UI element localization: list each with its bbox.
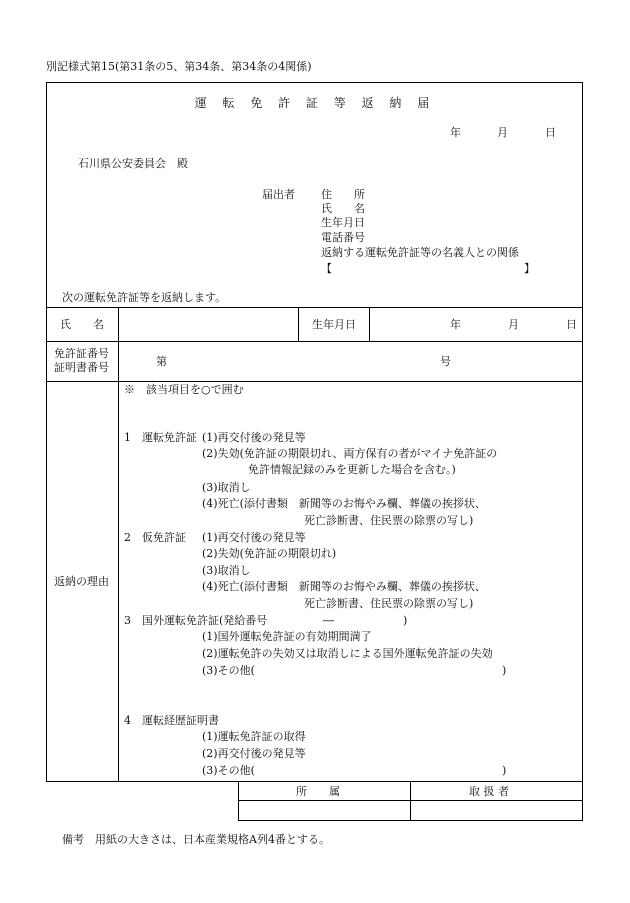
birth-month: 月	[508, 318, 519, 331]
section2-heading: 2 仮免許証	[124, 531, 186, 544]
birth-year: 年	[450, 318, 461, 331]
grid-line	[298, 307, 299, 341]
form-title: 運 転 免 許 証 等 返 納 届	[194, 96, 436, 110]
section4-heading: 4 運転経歴証明書	[124, 714, 219, 727]
return-statement: 次の運転免許証等を返納します。	[62, 291, 227, 304]
grid-line	[46, 381, 583, 382]
section2-item2: (2)失効(免許証の期限切れ)	[202, 547, 337, 560]
date-month: 月	[497, 126, 508, 139]
birthdate-row-label: 生年月日	[312, 318, 356, 331]
form-reference: 別記様式第15(第31条の5、第34条、第34条の4関係)	[46, 60, 312, 73]
grid-line	[369, 307, 370, 341]
remark: 備考 用紙の大きさは、日本産業規格A列4番とする。	[62, 833, 330, 846]
grid-line	[46, 341, 583, 342]
declarant-label: 届出者	[262, 188, 295, 201]
name-row-label: 氏 名	[60, 318, 104, 331]
section4-item3: (3)その他(	[202, 764, 255, 777]
date-year: 年	[450, 126, 461, 139]
grid-line	[46, 307, 583, 308]
declarant-birthdate-label: 生年月日	[321, 216, 365, 229]
section1-item4-cont: 死亡診断書、住民票の除票の写し)	[304, 514, 474, 527]
license-number-label: 免許証番号	[54, 347, 109, 360]
declarant-name-label: 氏 名	[321, 202, 365, 215]
grid-line	[118, 307, 119, 782]
grid-line	[410, 781, 411, 821]
section1-item2: (2)失効(免許証の期限切れ、両方保有の者がマイナ免許証の	[202, 447, 498, 460]
birth-day: 日	[566, 318, 577, 331]
section2-item1: (1)再交付後の発見等	[202, 531, 306, 544]
declarant-relation-label: 返納する運転免許証等の名義人との関係	[321, 246, 519, 259]
reason-note: ※ 該当項目を○で囲む	[124, 383, 244, 396]
license-suffix: 号	[440, 355, 451, 368]
relation-bracket-open: 【	[321, 262, 332, 275]
section1-heading: 1 運転免許証	[124, 431, 197, 444]
section2-item4-cont: 死亡診断書、住民票の除票の写し)	[304, 597, 474, 610]
section4-item2: (2)再交付後の発見等	[202, 747, 306, 760]
section1-item4: (4)死亡(添付書類 新聞等のお悔やみ欄、葬儀の挨拶状、	[202, 497, 486, 510]
section3-item3: (3)その他(	[202, 664, 255, 677]
relation-bracket-close: 】	[524, 262, 535, 275]
reason-label: 返納の理由	[54, 575, 109, 588]
section3-heading: 3 国外運転免許証(発給番号	[124, 614, 268, 627]
dept-label: 所 属	[296, 785, 340, 798]
section3-dash: ―	[323, 614, 334, 627]
certificate-number-label: 証明書番号	[54, 361, 109, 374]
section3-close: )	[403, 614, 408, 627]
handler-label: 取 扱 者	[469, 785, 509, 798]
section1-item2-cont: 免許情報記録のみを更新した場合を含む。)	[248, 463, 456, 476]
section1-item1: (1)再交付後の発見等	[202, 431, 306, 444]
section2-item3: (3)取消し	[202, 564, 251, 577]
section4-item3-close: )	[502, 764, 507, 777]
addressee: 石川県公安委員会 殿	[78, 157, 188, 170]
section2-item4: (4)死亡(添付書類 新聞等のお悔やみ欄、葬儀の挨拶状、	[202, 580, 486, 593]
license-prefix: 第	[156, 355, 167, 368]
section3-item3-close: )	[502, 664, 507, 677]
section3-item2: (2)運転免許の失効又は取消しによる国外運転免許証の失効	[202, 647, 493, 660]
section3-item1: (1)国外運転免許証の有効期間満了	[202, 630, 372, 643]
section1-item3: (3)取消し	[202, 481, 251, 494]
declarant-address-label: 住 所	[321, 188, 365, 201]
declarant-phone-label: 電話番号	[321, 231, 365, 244]
section4-item1: (1)運転免許証の取得	[202, 730, 306, 743]
date-day: 日	[545, 126, 556, 139]
